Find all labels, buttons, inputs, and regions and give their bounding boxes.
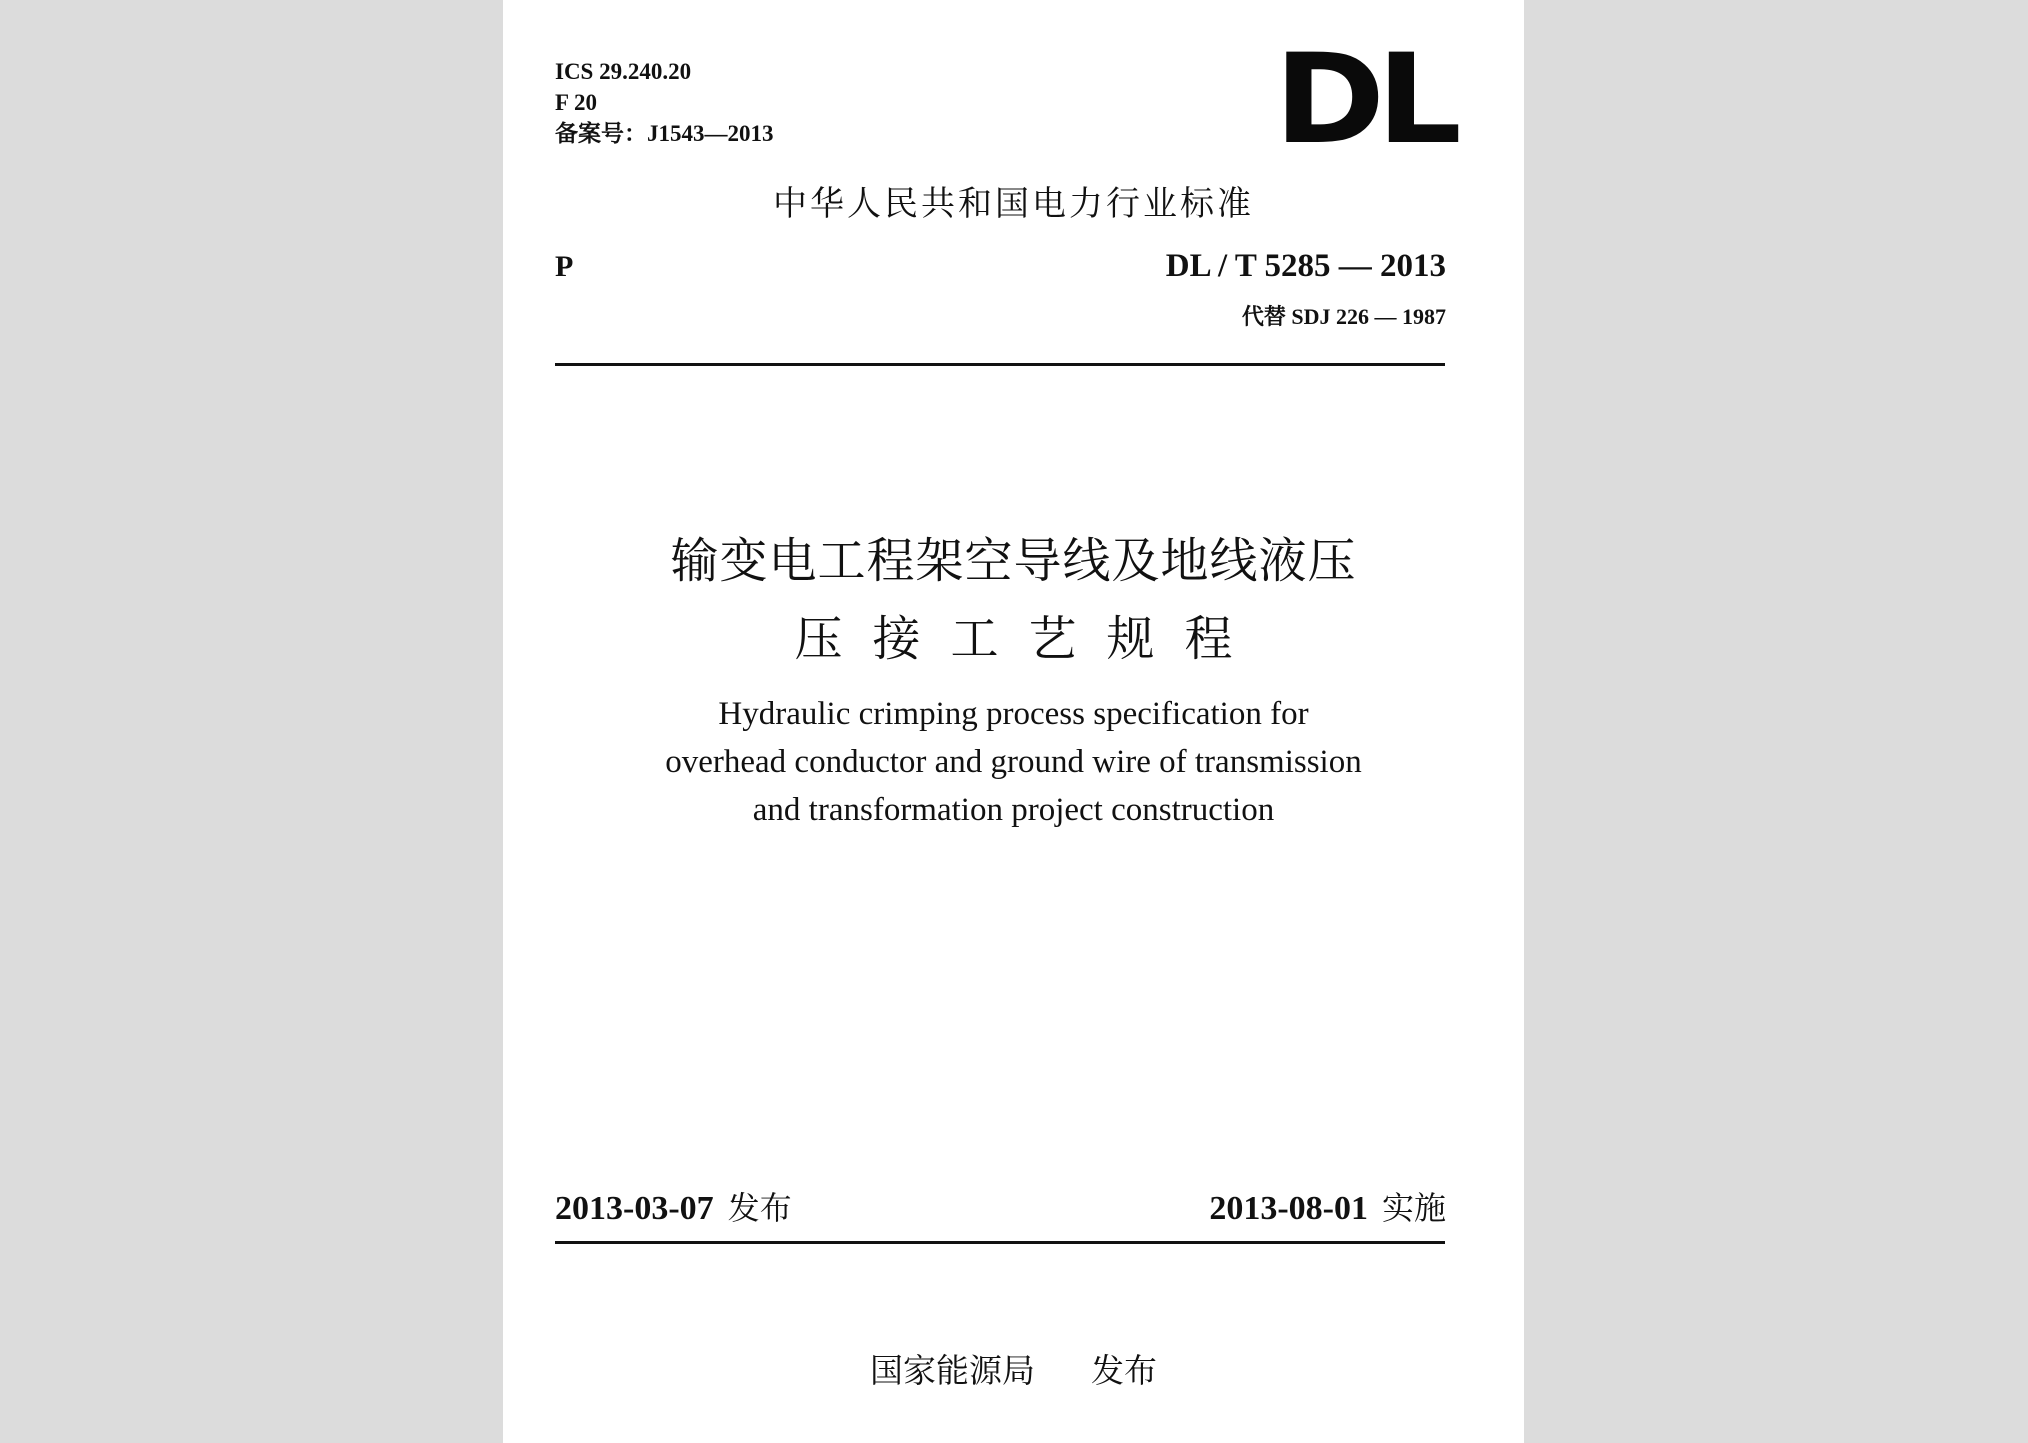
- classification-letter: P: [555, 250, 574, 283]
- title-chinese-line-2: 压接工艺规程: [794, 611, 1263, 667]
- industry-standard-title: 中华人民共和国电力行业标准: [773, 184, 1254, 224]
- implementation-date: [1209, 1183, 1446, 1229]
- implementation-date-value: 2013-08-01: [1209, 1190, 1368, 1227]
- title-english-line-3: and transformation project construction: [752, 792, 1275, 828]
- implementation-label: 实施: [1381, 1189, 1446, 1227]
- bottom-divider: [555, 1241, 1445, 1244]
- classification-codes: [555, 56, 774, 149]
- ccs-code: F 20: [555, 90, 597, 115]
- dl-logo: DL: [1274, 28, 1454, 172]
- issue-date-value: 2013-03-07: [555, 1190, 714, 1227]
- publisher-label: 发布: [1091, 1351, 1157, 1390]
- document-page: [503, 0, 1524, 1443]
- filing-number: 备案号：J1543—2013: [555, 121, 774, 146]
- title-english-line-1: Hydraulic crimping process specification for: [718, 696, 1309, 732]
- title-chinese-line-1: 输变电工程架空导线及地线液压: [670, 533, 1357, 589]
- standard-number: DL / T 5285 — 2013: [1165, 248, 1446, 284]
- top-divider: [555, 363, 1445, 366]
- title-english-line-2: overhead conductor and ground wire of transmission: [665, 744, 1362, 780]
- issue-label: 发布: [727, 1189, 792, 1227]
- publisher: [503, 1345, 1524, 1392]
- publisher-name: 国家能源局: [870, 1351, 1035, 1390]
- issue-date: [555, 1183, 792, 1229]
- ics-code: ICS 29.240.20: [555, 59, 692, 84]
- replaces-standard: 代替 SDJ 226 — 1987: [1241, 304, 1446, 329]
